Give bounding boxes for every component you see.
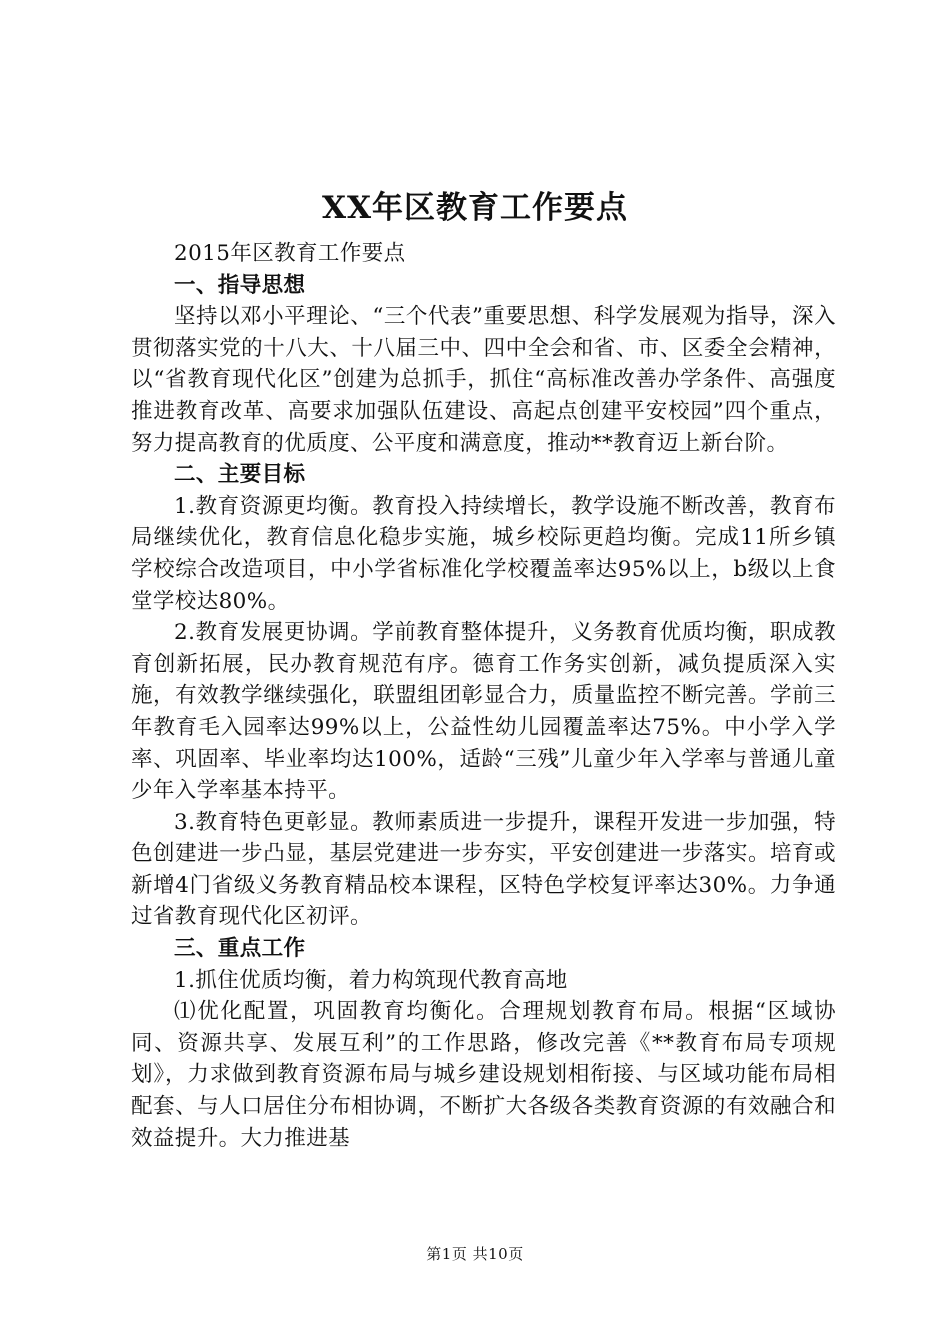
section-heading-guiding-ideology: 一、指导思想 [174, 272, 306, 298]
paragraph-key-work-1-1: ⑴优化配置，巩固教育均衡化。合理规划教育布局。根据“区域协同、资源共享、发展互利”的工作思路，修改完善《**教育布局专项规划》，力求做到教育资源布局与城乡建设规划相衔接、与区域功能布局相配套、与人口居住分布相协调，不断扩大各级各类教育资源的有效融合和效益提升。大力推进基 [131, 999, 836, 1151]
paragraph-guiding-ideology: 坚持以邓小平理论、“三个代表”重要思想、科学发展观为指导，深入贯彻落实党的十八大、十八届三中、四中全会和省、市、区委全会精神，以“省教育现代化区”创建为总抓手，抓住“高标准改善办学条件、高强度推进教育改革、高要求加强队伍建设、高起点创建平安校园”四个重点，努力提高教育的优质度、公平度和满意度，推动**教育迈上新台阶。 [131, 304, 836, 456]
page-number-footer: 第1页 共10页 [426, 1245, 524, 1263]
paragraph-goal-3: 3.教育特色更彰显。教师素质进一步提升，课程开发进一步加强，特色创建进一步凸显，基层党建进一步夯实，平安创建进一步落实。培育或新增4门省级义务教育精品校本课程，区特色学校复评率达30%。力争通过省教育现代化区初评。 [131, 809, 836, 930]
paragraph-goal-2: 2.教育发展更协调。学前教育整体提升，义务教育优质均衡，职成教育创新拓展，民办教育规范有序。德育工作务实创新，减负提质深入实施，有效教学继续强化，联盟组团彰显合力，质量监控不断完善。学前三年教育毛入园率达99%以上，公益性幼儿园覆盖率达75%。中小学入学率、巩固率、毕业率均达100%，适龄“三残”儿童少年入学率与普通儿童少年入学率基本持平。 [131, 620, 836, 804]
section-heading-main-goals: 二、主要目标 [174, 462, 306, 488]
section-heading-key-work: 三、重点工作 [174, 936, 306, 962]
paragraph-goal-1: 1.教育资源更均衡。教育投入持续增长，教学设施不断改善，教育布局继续优化，教育信息化稳步实施，城乡校际更趋均衡。完成11所乡镇学校综合改造项目，中小学省标准化学校覆盖率达95%以上，b级以上食堂学校达80%。 [131, 493, 836, 614]
document-title: XX年区教育工作要点 [321, 190, 629, 226]
paragraph-key-work-1: 1.抓住优质均衡，着力构筑现代教育高地 [174, 967, 568, 993]
document-body [131, 238, 836, 1154]
subtitle-line: 2015年区教育工作要点 [174, 241, 406, 266]
